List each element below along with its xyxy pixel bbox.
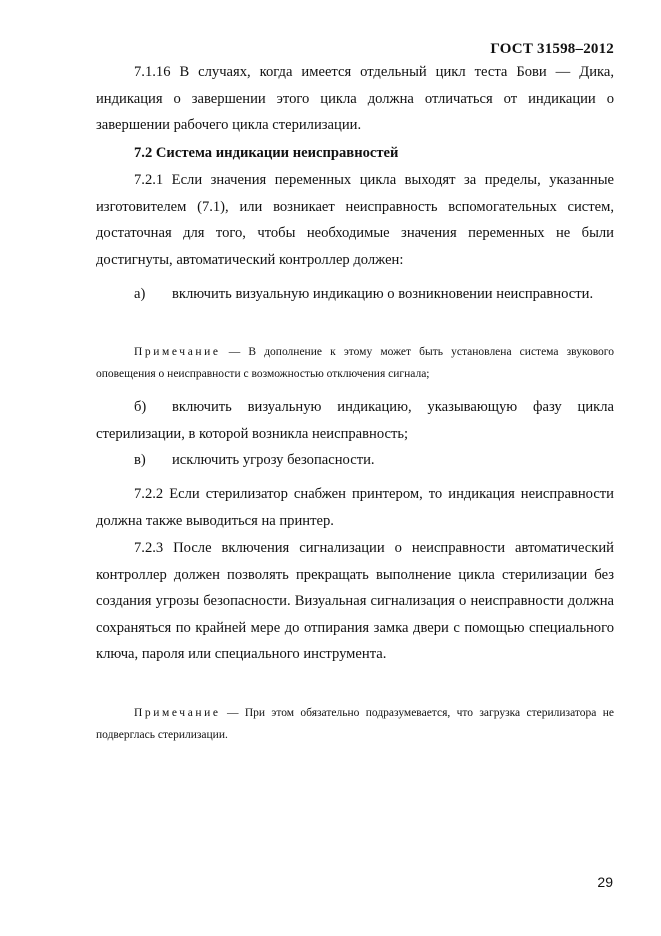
list-marker-v: в) <box>134 452 146 468</box>
section-heading-7-2: 7.2 Система индикации неисправностей <box>134 145 399 161</box>
list-item-v-block <box>96 447 614 474</box>
note-1-label: Примечание <box>134 346 221 358</box>
clause-7-2-3: 7.2.3 После включения сигнализации о неисправности автоматический контроллер должен позволять прекращать выполнение цикла стерилизации без создания угрозы безопасности. Визуальная сигнализация о неисправности должна сохраняться по крайней мере до отпирания замка двери с помощью специального ключа, пароля или специального инструмента. <box>96 540 614 662</box>
note-2-label: Примечание <box>134 707 221 719</box>
list-text-a: включить визуальную индикацию о возникновении неисправности. <box>172 286 594 302</box>
list-text-b: включить визуальную индикацию, указывающую фазу цикла стерилизации, в которой возникла неисправность; <box>96 399 614 442</box>
standard-header: ГОСТ 31598–2012 <box>490 41 614 57</box>
note-1 <box>96 341 614 385</box>
clause-7-2-1-block <box>96 167 614 273</box>
list-marker-a: а) <box>134 286 146 302</box>
note-2-text: — При этом обязательно подразумевается, что загрузка стерилизатора не подверглась стерилизации. <box>96 707 614 741</box>
clause-7-2-3-block <box>96 535 614 668</box>
note-1-text: — В дополнение к этому может быть установлена система звукового оповещения о неисправности с возможностью отключения сигнала; <box>96 346 614 380</box>
list-item-a-block <box>96 281 614 308</box>
page-number: 29 <box>597 874 613 890</box>
note-1-block <box>96 341 614 385</box>
clause-7-2-1: 7.2.1 Если значения переменных цикла выходят за пределы, указанные изготовителем (7.1), или возникает неисправность вспомогательных систем, достаточная для того, чтобы необходимые значения переменных не были достигнуты, автоматический контроллер должен: <box>96 172 614 268</box>
section-7-2-block <box>96 140 614 167</box>
clause-7-2-2-block <box>96 481 614 534</box>
note-2-block <box>96 702 614 746</box>
clause-7-1-16: 7.1.16 В случаях, когда имеется отдельный цикл теста Бови — Дика, индикация о завершении этого цикла должна отличаться от индикации о завершении рабочего цикла стерилизации. <box>96 64 614 133</box>
list-item-v <box>96 447 614 474</box>
list-text-v: исключить угрозу безопасности. <box>172 452 375 468</box>
note-2 <box>96 702 614 746</box>
list-item-b-block <box>96 394 614 447</box>
list-marker-b: б) <box>134 399 147 415</box>
clause-7-2-2: 7.2.2 Если стерилизатор снабжен принтером, то индикация неисправности должна также выводиться на принтер. <box>96 486 614 529</box>
list-item-a <box>96 281 614 308</box>
list-item-b <box>96 394 614 447</box>
clause-7-1-16-block <box>96 59 614 139</box>
